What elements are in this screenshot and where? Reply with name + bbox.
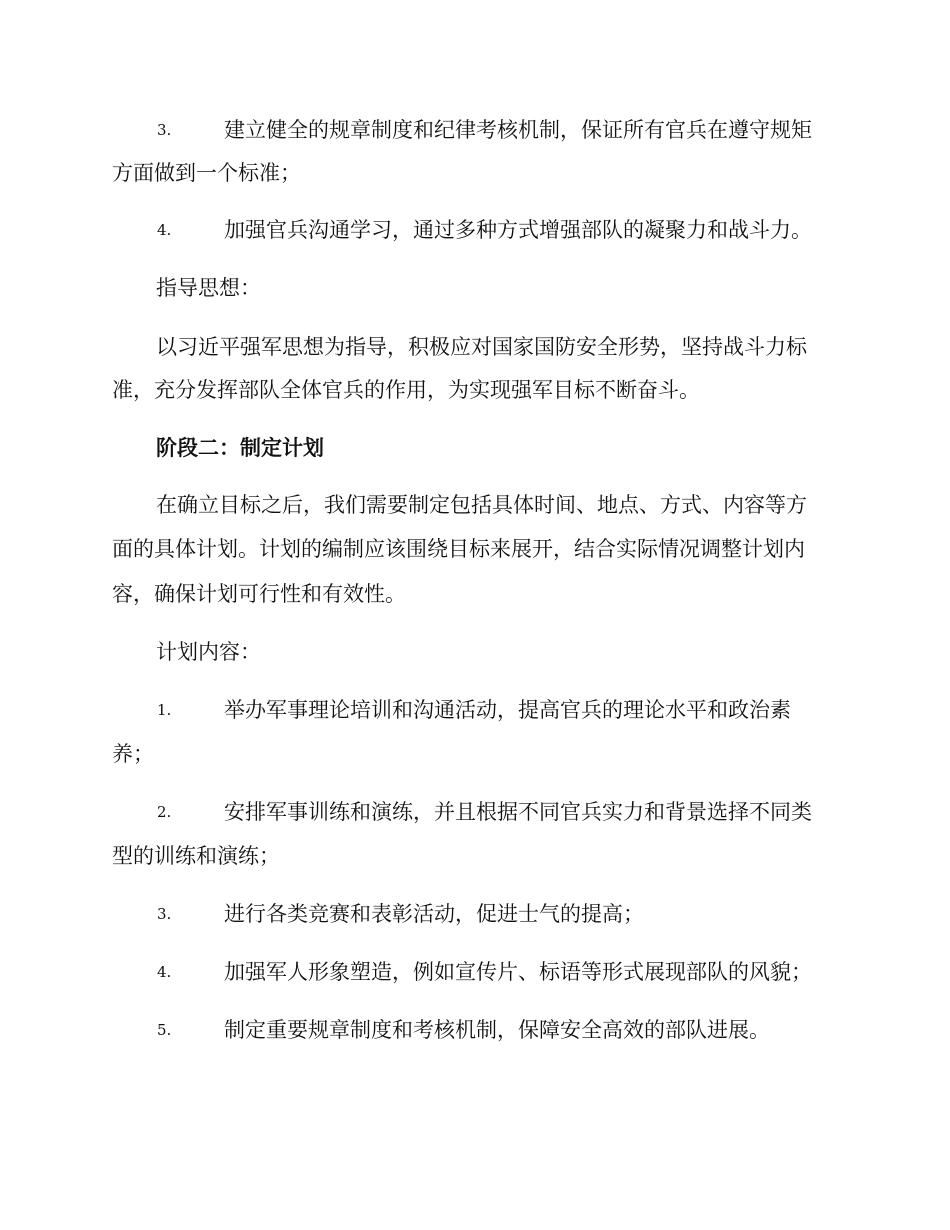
list-item-text: 建立健全的规章制度和纪律考核机制，保证所有官兵在遵守规矩 (224, 118, 812, 142)
paragraph-line: 容，确保计划可行性和有效性。 (112, 582, 406, 606)
list-item-text: 制定重要规章制度和考核机制，保障安全高效的部队进展。 (224, 1018, 770, 1042)
paragraph-line: 在确立目标之后，我们需要制定包括具体时间、地点、方式、内容等方 (156, 493, 807, 517)
paragraph-line: 面的具体计划。计划的编制应该围绕目标来展开，结合实际情况调整计划内 (112, 537, 805, 561)
list-number: 4. (157, 221, 172, 239)
list-item-text: 型的训练和演练； (112, 844, 280, 868)
list-number: 1. (157, 701, 172, 719)
list-number: 4. (157, 963, 172, 981)
paragraph-line: 以习近平强军思想为指导，积极应对国家国防安全形势，坚持战斗力标 (156, 335, 807, 359)
list-item-text: 养； (112, 742, 154, 766)
list-item-text: 加强官兵沟通学习，通过多种方式增强部队的凝聚力和战斗力。 (224, 218, 812, 242)
list-item-text: 举办军事理论培训和沟通活动，提高官兵的理论水平和政治素 (224, 698, 791, 722)
list-item-text: 进行各类竞赛和表彰活动，促进士气的提高； (224, 902, 644, 926)
list-number: 3. (157, 905, 172, 923)
section-label: 计划内容： (156, 640, 261, 664)
section-heading: 阶段二：制定计划 (156, 435, 324, 460)
list-number: 3. (157, 121, 172, 139)
paragraph-line: 准，充分发挥部队全体官兵的作用，为实现强军目标不断奋斗。 (112, 378, 700, 402)
list-number: 5. (157, 1021, 172, 1039)
list-number: 2. (157, 803, 172, 821)
section-label: 指导思想： (156, 276, 261, 300)
list-item-text: 安排军事训练和演练，并且根据不同官兵实力和背景选择不同类 (224, 800, 812, 824)
list-item-text: 方面做到一个标准； (112, 161, 301, 185)
list-item-text: 加强军人形象塑造，例如宣传片、标语等形式展现部队的风貌； (224, 960, 812, 984)
